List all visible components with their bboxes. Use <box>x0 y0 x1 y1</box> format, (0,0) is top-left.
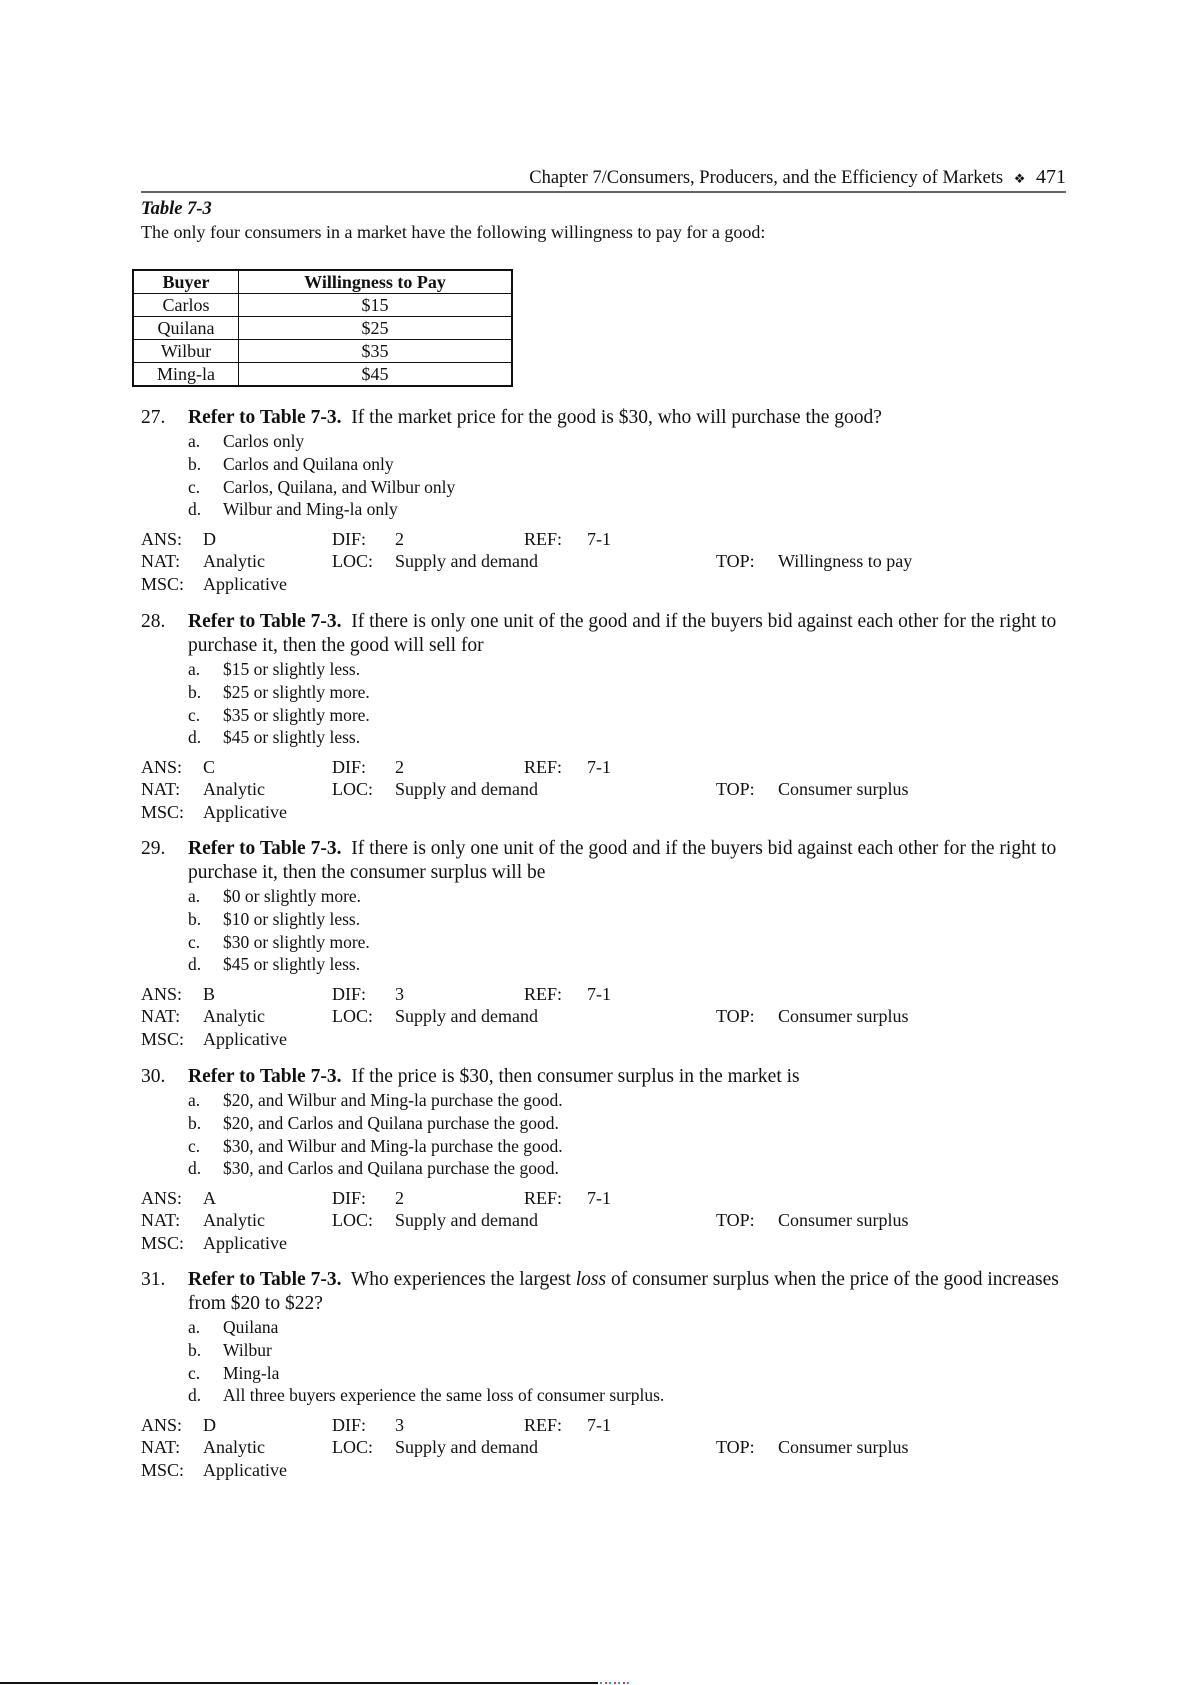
msc-value: Applicative <box>203 801 287 822</box>
dif-label: DIF: <box>332 1415 367 1436</box>
option-letter: c. <box>188 1362 201 1383</box>
answer-option <box>188 908 1066 931</box>
nat-label: NAT: <box>141 779 181 800</box>
table-header-row <box>133 270 512 294</box>
msc-label: MSC: <box>141 573 185 594</box>
stem-text: of consumer surplus when the price of the good increases from $20 to $22? <box>188 1269 1064 1314</box>
page-bottom-rule <box>0 1682 598 1684</box>
answer-option <box>188 681 1066 704</box>
wtp-cell: $35 <box>239 340 513 363</box>
question-block <box>141 610 1066 823</box>
loc-label: LOC: <box>332 1210 374 1231</box>
stem-text: If there is only one unit of the good and if the buyers bid against each other for the right to purchase it, then the consumer surplus will be <box>188 838 1062 883</box>
msc-label: MSC: <box>141 1459 185 1480</box>
question-block <box>141 837 1066 1050</box>
diamond-ornament-icon: ❖ <box>1013 171 1026 186</box>
buyer-cell: Wilbur <box>133 340 239 363</box>
answer-options <box>188 1089 1066 1180</box>
ref-label: REF: <box>524 1188 563 1209</box>
nat-value: Analytic <box>203 779 265 800</box>
metadata-row <box>141 1005 1066 1027</box>
metadata-row <box>141 528 1066 550</box>
metadata-row <box>141 756 1066 778</box>
metadata-row <box>141 1414 1066 1436</box>
buyer-cell: Quilana <box>133 317 239 340</box>
stem-text: If the price is $30, then consumer surplus in the market is <box>341 1066 800 1087</box>
question-stem <box>141 1065 1066 1089</box>
loc-label: LOC: <box>332 779 374 800</box>
answer-option <box>188 1362 1066 1385</box>
wtp-cell: $25 <box>239 317 513 340</box>
ref-value: 7-1 <box>587 984 611 1005</box>
nat-value: Analytic <box>203 1437 265 1458</box>
option-text: $30, and Wilbur and Ming-la purchase the good. <box>223 1135 563 1156</box>
metadata-row <box>141 1436 1066 1458</box>
answer-option <box>188 931 1066 954</box>
wtp-cell: $15 <box>239 294 513 317</box>
msc-label: MSC: <box>141 1232 185 1253</box>
table-row <box>133 363 512 387</box>
option-letter: a. <box>188 659 201 679</box>
table-row <box>133 294 512 317</box>
dif-label: DIF: <box>332 984 367 1005</box>
option-text: Carlos only <box>223 431 305 451</box>
answer-option <box>188 476 1066 499</box>
ans-label: ANS: <box>141 757 183 778</box>
option-text: $45 or slightly less. <box>223 727 361 748</box>
ans-label: ANS: <box>141 984 183 1005</box>
table-caption: Table 7-3 <box>141 199 212 219</box>
answer-metadata <box>141 1187 1066 1254</box>
answer-metadata <box>141 756 1066 823</box>
option-text: All three buyers experience the same loss of consumer surplus. <box>223 1385 665 1406</box>
answer-options <box>188 1316 1066 1407</box>
dif-label: DIF: <box>332 1188 367 1209</box>
ref-value: 7-1 <box>587 757 611 778</box>
option-text: Carlos, Quilana, and Wilbur only <box>223 476 456 497</box>
question-number: 29. <box>141 838 166 859</box>
option-text: $30, and Carlos and Quilana purchase the good. <box>223 1158 559 1179</box>
column-header-wtp: Willingness to Pay <box>239 270 513 294</box>
answer-metadata <box>141 1414 1066 1481</box>
option-letter: d. <box>188 1158 202 1179</box>
nat-value: Analytic <box>203 551 265 572</box>
option-letter: b. <box>188 453 202 474</box>
metadata-row <box>141 573 1066 595</box>
option-letter: c. <box>188 704 201 725</box>
answer-option <box>188 1135 1066 1158</box>
question-number: 27. <box>141 407 166 428</box>
loc-value: Supply and demand <box>395 1006 538 1027</box>
loc-label: LOC: <box>332 1006 374 1027</box>
buyer-cell: Carlos <box>133 294 239 317</box>
dif-label: DIF: <box>332 757 367 778</box>
option-text: $0 or slightly more. <box>223 886 362 906</box>
column-header-buyer: Buyer <box>133 270 239 294</box>
option-letter: b. <box>188 681 202 702</box>
answer-options <box>188 885 1066 976</box>
table-row <box>133 317 512 340</box>
ref-label: REF: <box>524 1415 563 1436</box>
option-text: $20, and Carlos and Quilana purchase the good. <box>223 1112 559 1133</box>
answer-option <box>188 430 1066 453</box>
header-rule <box>141 191 1066 193</box>
table-description: The only four consumers in a market have the following willingness to pay for a good: <box>141 222 766 242</box>
option-text: $35 or slightly more. <box>223 704 370 725</box>
option-text: Wilbur <box>223 1339 272 1360</box>
question-number: 30. <box>141 1066 166 1087</box>
option-text: Carlos and Quilana only <box>223 453 394 474</box>
ans-value: A <box>203 1188 216 1209</box>
metadata-row <box>141 801 1066 823</box>
metadata-row <box>141 778 1066 800</box>
stem-reference: Refer to Table 7-3. <box>188 611 342 632</box>
option-letter: d. <box>188 1385 202 1406</box>
top-label: TOP: <box>716 779 755 800</box>
metadata-row <box>141 1459 1066 1481</box>
msc-value: Applicative <box>203 1459 287 1480</box>
top-value: Consumer surplus <box>778 1210 909 1231</box>
nat-value: Analytic <box>203 1006 265 1027</box>
option-text: Wilbur and Ming-la only <box>223 499 398 520</box>
ans-value: B <box>203 984 216 1005</box>
ans-value: D <box>203 1415 216 1436</box>
option-text: Quilana <box>223 1317 279 1337</box>
option-letter: d. <box>188 954 202 975</box>
msc-label: MSC: <box>141 801 185 822</box>
answer-option <box>188 1384 1066 1407</box>
dif-value: 2 <box>395 529 404 550</box>
dif-label: DIF: <box>332 529 367 550</box>
loc-value: Supply and demand <box>395 1210 538 1231</box>
answer-option <box>188 1157 1066 1180</box>
page-number: 471 <box>1036 166 1066 188</box>
question-number: 31. <box>141 1269 166 1290</box>
answer-option <box>188 726 1066 749</box>
top-value: Consumer surplus <box>778 779 909 800</box>
stem-text: loss <box>575 1269 607 1290</box>
top-label: TOP: <box>716 1437 755 1458</box>
question-stem <box>141 837 1066 885</box>
metadata-row <box>141 1187 1066 1209</box>
option-letter: b. <box>188 908 202 929</box>
option-letter: a. <box>188 1317 201 1337</box>
answer-option <box>188 1112 1066 1135</box>
loc-value: Supply and demand <box>395 551 538 572</box>
answer-metadata <box>141 983 1066 1050</box>
option-text: $25 or slightly more. <box>223 681 370 702</box>
ans-label: ANS: <box>141 1188 183 1209</box>
option-letter: a. <box>188 886 201 906</box>
question-stem <box>141 406 1066 430</box>
loc-value: Supply and demand <box>395 1437 538 1458</box>
option-letter: d. <box>188 499 202 520</box>
answer-options <box>188 430 1066 521</box>
ref-label: REF: <box>524 984 563 1005</box>
metadata-row <box>141 1232 1066 1254</box>
option-text: Ming-la <box>223 1362 280 1383</box>
dif-value: 3 <box>395 984 404 1005</box>
ans-value: C <box>203 757 216 778</box>
option-text: $30 or slightly more. <box>223 931 370 952</box>
nat-label: NAT: <box>141 1437 181 1458</box>
metadata-row <box>141 1028 1066 1050</box>
nat-label: NAT: <box>141 1210 181 1231</box>
answer-option <box>188 1089 1066 1112</box>
option-letter: b. <box>188 1112 202 1133</box>
option-letter: a. <box>188 431 201 451</box>
table-row <box>133 340 512 363</box>
option-letter: c. <box>188 476 201 497</box>
option-letter: b. <box>188 1339 202 1360</box>
stem-reference: Refer to Table 7-3. <box>188 407 342 428</box>
answer-options <box>188 658 1066 749</box>
ref-label: REF: <box>524 529 563 550</box>
loc-value: Supply and demand <box>395 779 538 800</box>
ref-value: 7-1 <box>587 529 611 550</box>
answer-option <box>188 885 1066 908</box>
scan-artifact <box>600 1682 630 1684</box>
option-letter: d. <box>188 727 202 748</box>
msc-value: Applicative <box>203 1232 287 1253</box>
top-label: TOP: <box>716 551 755 572</box>
answer-option <box>188 453 1066 476</box>
answer-metadata <box>141 528 1066 595</box>
dif-value: 2 <box>395 757 404 778</box>
answer-option <box>188 658 1066 681</box>
metadata-row <box>141 983 1066 1005</box>
option-letter: a. <box>188 1090 201 1110</box>
option-text: $45 or slightly less. <box>223 954 361 975</box>
dif-value: 2 <box>395 1188 404 1209</box>
top-value: Willingness to pay <box>778 551 913 572</box>
answer-option <box>188 1316 1066 1339</box>
loc-label: LOC: <box>332 1437 374 1458</box>
question-block <box>141 1065 1066 1254</box>
ref-value: 7-1 <box>587 1415 611 1436</box>
ref-label: REF: <box>524 757 563 778</box>
top-value: Consumer surplus <box>778 1437 909 1458</box>
question-number: 28. <box>141 611 166 632</box>
question-block <box>141 406 1066 595</box>
option-letter: c. <box>188 931 201 952</box>
metadata-row <box>141 1209 1066 1231</box>
stem-text: Who experiences the largest <box>341 1269 576 1290</box>
option-text: $20, and Wilbur and Ming-la purchase the good. <box>223 1090 563 1110</box>
running-header <box>141 166 1066 189</box>
stem-text: If there is only one unit of the good and if the buyers bid against each other for the right to purchase it, then the good will sell for <box>188 611 1062 656</box>
question-stem <box>141 1268 1066 1316</box>
stem-reference: Refer to Table 7-3. <box>188 1269 342 1290</box>
ans-label: ANS: <box>141 529 183 550</box>
nat-value: Analytic <box>203 1210 265 1231</box>
ans-label: ANS: <box>141 1415 183 1436</box>
msc-value: Applicative <box>203 1028 287 1049</box>
top-label: TOP: <box>716 1006 755 1027</box>
nat-label: NAT: <box>141 551 181 572</box>
buyer-cell: Ming-la <box>133 363 239 387</box>
top-label: TOP: <box>716 1210 755 1231</box>
question-block <box>141 1268 1066 1481</box>
question-stem <box>141 610 1066 658</box>
ans-value: D <box>203 529 216 550</box>
msc-label: MSC: <box>141 1028 185 1049</box>
nat-label: NAT: <box>141 1006 181 1027</box>
answer-option <box>188 1339 1066 1362</box>
answer-option <box>188 953 1066 976</box>
answer-option <box>188 498 1066 521</box>
msc-value: Applicative <box>203 573 287 594</box>
ref-value: 7-1 <box>587 1188 611 1209</box>
metadata-row <box>141 550 1066 572</box>
dif-value: 3 <box>395 1415 404 1436</box>
option-text: $10 or slightly less. <box>223 908 361 929</box>
loc-label: LOC: <box>332 551 374 572</box>
stem-reference: Refer to Table 7-3. <box>188 1066 342 1087</box>
option-text: $15 or slightly less. <box>223 659 361 679</box>
answer-option <box>188 704 1066 727</box>
option-letter: c. <box>188 1135 201 1156</box>
wtp-cell: $45 <box>239 363 513 387</box>
top-value: Consumer surplus <box>778 1006 909 1027</box>
chapter-title: Chapter 7/Consumers, Producers, and the Efficiency of Markets <box>529 168 1004 188</box>
stem-text: If the market price for the good is $30, who will purchase the good? <box>341 407 882 428</box>
stem-reference: Refer to Table 7-3. <box>188 838 342 859</box>
willingness-to-pay-table <box>132 269 513 387</box>
